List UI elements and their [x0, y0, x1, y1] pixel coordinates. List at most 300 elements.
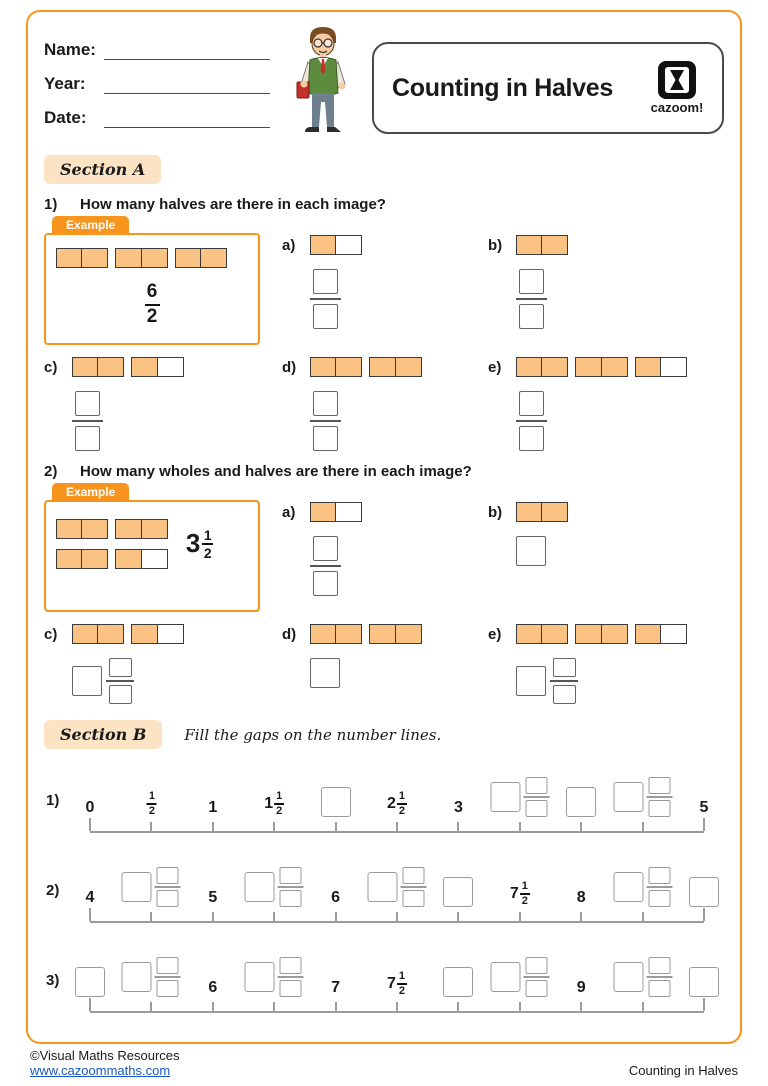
- numerator-answer-box[interactable]: [525, 957, 547, 974]
- half-bar: [56, 549, 108, 569]
- field-year: [44, 74, 292, 94]
- header-fields: [44, 26, 292, 142]
- bar-row: [516, 502, 568, 522]
- tick-mark: [580, 1002, 582, 1011]
- tick-mark: [396, 822, 398, 831]
- answer-box[interactable]: [75, 967, 105, 997]
- half-bar: [115, 519, 167, 539]
- half-cell-filled: [541, 357, 568, 377]
- half-bar: [72, 357, 124, 377]
- half-cell-empty: [141, 549, 168, 569]
- whole-answer-box[interactable]: [122, 872, 152, 902]
- denominator-answer-box[interactable]: [280, 980, 302, 997]
- numline-number: 1): [46, 792, 60, 809]
- numerator: 1: [398, 970, 406, 983]
- item-answer: [72, 658, 282, 704]
- half-cell-filled: [81, 549, 108, 569]
- teacher-illustration: [292, 26, 354, 149]
- mixed-answer-box: [122, 867, 181, 907]
- answer-box[interactable]: [443, 967, 473, 997]
- denominator-answer-box[interactable]: [109, 685, 132, 704]
- numline-number: 2): [46, 882, 60, 899]
- tick-mark: [335, 1002, 337, 1011]
- half-bar: [131, 357, 183, 377]
- numline-label: [208, 889, 217, 907]
- item-answer: [72, 391, 282, 451]
- question-2: [44, 463, 724, 704]
- numline-value: 8: [576, 889, 586, 906]
- numline-value: 1: [208, 799, 218, 816]
- field-input-line[interactable]: [104, 126, 270, 128]
- half-cell-filled: [72, 357, 99, 377]
- numline-label: [75, 967, 105, 997]
- half-bar: [115, 549, 167, 569]
- fraction-answer: [401, 867, 427, 907]
- number-line-2: [44, 865, 718, 929]
- numerator-answer-box[interactable]: [553, 658, 576, 677]
- item-answer: [516, 658, 724, 704]
- numline-value: 6: [331, 889, 341, 906]
- item-label: a): [282, 236, 296, 254]
- tick-mark: [703, 818, 705, 831]
- half-cell-empty: [335, 235, 362, 255]
- whole-number: 3: [185, 528, 201, 559]
- bar-row: [56, 248, 248, 268]
- half-cell-filled: [395, 624, 422, 644]
- denominator-answer-box[interactable]: [313, 426, 338, 451]
- tick-mark: [519, 822, 521, 831]
- half-cell-filled: [516, 357, 543, 377]
- fraction-line: [72, 420, 103, 422]
- half-cell-filled: [541, 624, 568, 644]
- answer-box[interactable]: [689, 967, 719, 997]
- numerator-answer-box[interactable]: [403, 867, 425, 884]
- fraction-line: [516, 298, 547, 300]
- half-cell-empty: [157, 357, 184, 377]
- half-cell-filled: [115, 519, 142, 539]
- denominator-answer-box[interactable]: [157, 890, 179, 907]
- half-cell-filled: [310, 357, 337, 377]
- answer-box[interactable]: [443, 877, 473, 907]
- half-cell-filled: [131, 624, 158, 644]
- fraction-line: [310, 298, 341, 300]
- tick-mark: [89, 998, 91, 1011]
- example-answer: [56, 282, 248, 328]
- question-1-item-a: [282, 233, 488, 345]
- numline-label: [566, 787, 596, 817]
- cazoom-logo-text: cazoom!: [650, 100, 704, 115]
- mixed-answer-box: [368, 867, 427, 907]
- denominator-answer-box[interactable]: [648, 980, 670, 997]
- denominator-answer-box[interactable]: [519, 426, 544, 451]
- fraction-line: [278, 976, 304, 978]
- answer-box[interactable]: [566, 787, 596, 817]
- tick-mark: [150, 912, 152, 921]
- whole-answer-box[interactable]: [310, 658, 340, 688]
- half-cell-filled: [369, 624, 396, 644]
- whole-answer-box[interactable]: [245, 872, 275, 902]
- half-cell-filled: [97, 624, 124, 644]
- fraction-line: [155, 976, 181, 978]
- item-label: e): [488, 625, 502, 643]
- number-line-3: [44, 955, 718, 1019]
- whole-answer-box[interactable]: [122, 962, 152, 992]
- item-label: c): [44, 358, 58, 376]
- numline-fraction-value: [387, 791, 407, 817]
- number-line-track: [90, 1011, 704, 1013]
- question-2-item-c: [44, 622, 282, 704]
- question-1: [44, 196, 724, 451]
- credit-text: ©Visual Maths Resources: [30, 1048, 180, 1063]
- page-title: Counting in Halves: [392, 73, 614, 102]
- item-label: d): [282, 358, 297, 376]
- denominator-answer-box[interactable]: [157, 980, 179, 997]
- numerator-answer-box[interactable]: [157, 957, 179, 974]
- fraction-line: [310, 565, 341, 567]
- denominator-answer-box[interactable]: [280, 890, 302, 907]
- teacher-icon: [292, 26, 354, 144]
- denominator: 2: [398, 985, 406, 997]
- tick-mark: [212, 1002, 214, 1011]
- website-link[interactable]: www.cazoommaths.com: [30, 1063, 171, 1078]
- half-cell-filled: [56, 248, 83, 268]
- half-bar: [56, 519, 108, 539]
- whole-answer-box[interactable]: [490, 962, 520, 992]
- numline-fraction-value: [146, 791, 157, 817]
- numline-label: [86, 799, 95, 817]
- half-cell-filled: [141, 519, 168, 539]
- numline-fraction-value: [510, 881, 530, 907]
- numline-value: 0: [85, 799, 95, 816]
- bar-row: [516, 357, 687, 377]
- half-cell-filled: [81, 248, 108, 268]
- half-cell-filled: [601, 357, 628, 377]
- whole-answer-box[interactable]: [516, 536, 546, 566]
- number-line-track: [90, 921, 704, 923]
- fraction-answer: [646, 777, 672, 817]
- header: [44, 26, 724, 149]
- tick-mark: [396, 912, 398, 921]
- half-cell-filled: [516, 502, 543, 522]
- number-line-1: [44, 775, 718, 839]
- denominator-answer-box[interactable]: [648, 800, 670, 817]
- numline-label: [613, 867, 672, 907]
- half-bar: [369, 357, 421, 377]
- fraction-line: [278, 886, 304, 888]
- numline-label: [331, 979, 340, 997]
- whole-answer-box[interactable]: [613, 782, 643, 812]
- tick-mark: [580, 822, 582, 831]
- item-answer: [516, 536, 724, 566]
- question-1-item-e: [488, 355, 724, 451]
- numline-label: [208, 799, 217, 817]
- whole-answer-box[interactable]: [613, 962, 643, 992]
- half-cell-filled: [516, 624, 543, 644]
- field-input-line[interactable]: [104, 92, 270, 94]
- denominator: 2: [521, 895, 528, 907]
- example-bars: [56, 519, 168, 569]
- item-answer: [310, 536, 488, 596]
- half-bar: [310, 624, 362, 644]
- field-label: Name:: [44, 40, 96, 59]
- item-image: [44, 357, 282, 377]
- bar-row: [310, 357, 422, 377]
- numerator: 1: [398, 790, 406, 803]
- whole-answer-box[interactable]: [368, 872, 398, 902]
- numline-label: [443, 967, 473, 997]
- bar-row: [72, 357, 184, 377]
- fraction-line: [646, 886, 672, 888]
- half-cell-filled: [141, 248, 168, 268]
- numline-label: [245, 957, 304, 997]
- half-cell-empty: [660, 624, 687, 644]
- tick-mark: [273, 912, 275, 921]
- numerator-answer-box[interactable]: [313, 269, 338, 294]
- denominator: 2: [148, 805, 155, 817]
- number-line-track: [90, 831, 704, 833]
- whole-number: 7: [509, 885, 519, 903]
- fraction-answer: [155, 867, 181, 907]
- numline-value: 5: [699, 799, 709, 816]
- tick-mark: [519, 912, 521, 921]
- item-image: [282, 624, 488, 644]
- numline-value: 4: [85, 889, 95, 906]
- example-answer-value: [145, 282, 160, 328]
- numerator-answer-box[interactable]: [648, 957, 670, 974]
- half-cell-filled: [310, 502, 337, 522]
- half-cell-filled: [115, 549, 142, 569]
- numline-value: 3: [453, 799, 463, 816]
- whole-number: 7: [387, 975, 396, 993]
- item-label: e): [488, 358, 502, 376]
- tick-mark: [396, 1002, 398, 1011]
- tick-mark: [273, 822, 275, 831]
- denominator-answer-box[interactable]: [519, 304, 544, 329]
- mixed-number-answer: [72, 658, 282, 704]
- example-box-q2: [44, 485, 260, 612]
- tick-mark: [703, 908, 705, 921]
- half-cell-filled: [200, 248, 227, 268]
- fraction-answer: [646, 957, 672, 997]
- numerator: 1: [276, 790, 283, 803]
- half-bar: [131, 624, 183, 644]
- numerator-answer-box[interactable]: [109, 658, 132, 677]
- half-bar: [575, 357, 627, 377]
- numline-label: [613, 957, 672, 997]
- numline-label: [490, 957, 549, 997]
- numerator-answer-box[interactable]: [75, 391, 100, 416]
- numline-area: [90, 955, 704, 1019]
- denominator-answer-box[interactable]: [648, 890, 670, 907]
- mixed-answer-box: [613, 777, 672, 817]
- denominator: 2: [398, 805, 406, 817]
- tick-mark: [335, 912, 337, 921]
- field-date: [44, 108, 292, 128]
- tick-mark: [457, 822, 459, 831]
- half-cell-empty: [335, 502, 362, 522]
- number-lines: [44, 775, 724, 1019]
- denominator-answer-box[interactable]: [525, 800, 547, 817]
- tick-mark: [642, 1002, 644, 1011]
- half-cell-filled: [335, 357, 362, 377]
- bar-row: [56, 519, 168, 539]
- half-cell-filled: [131, 357, 158, 377]
- example-tab: Example: [52, 216, 129, 235]
- numerator-answer-box[interactable]: [313, 536, 338, 561]
- fraction: [274, 791, 284, 817]
- example-box-q1: [44, 218, 260, 345]
- mixed-answer-box: [490, 957, 549, 997]
- bar-row: [516, 624, 687, 644]
- numerator-answer-box[interactable]: [525, 777, 547, 794]
- fraction-answer: [550, 658, 578, 704]
- tick-mark: [703, 998, 705, 1011]
- section-b-label: Section B: [44, 720, 162, 749]
- question-text: How many wholes and halves are there in each image?: [80, 463, 472, 480]
- half-cell-filled: [81, 519, 108, 539]
- tick-mark: [150, 822, 152, 831]
- item-answer: [516, 269, 724, 329]
- numline-value: 5: [208, 889, 218, 906]
- numline-value: 6: [208, 979, 218, 996]
- mixed-answer-box: [122, 957, 181, 997]
- fraction-line: [516, 420, 547, 422]
- tick-mark: [273, 1002, 275, 1011]
- numline-label: [510, 881, 530, 907]
- denominator: 2: [146, 306, 158, 328]
- half-bar: [115, 248, 167, 268]
- fraction-line: [155, 886, 181, 888]
- tick-mark: [642, 822, 644, 831]
- half-cell-filled: [635, 624, 662, 644]
- numerator: 1: [203, 526, 212, 543]
- numline-number: 3): [46, 972, 60, 989]
- numline-area: [85, 775, 709, 839]
- whole-answer-box[interactable]: [245, 962, 275, 992]
- numline-label: [613, 777, 672, 817]
- fraction: [520, 881, 530, 907]
- item-image: [488, 502, 724, 522]
- tick-mark: [212, 912, 214, 921]
- numline-label: [577, 889, 586, 907]
- item-label: c): [44, 625, 58, 643]
- fraction-answer: [106, 658, 134, 704]
- numerator-answer-box[interactable]: [519, 391, 544, 416]
- half-bar: [369, 624, 421, 644]
- numline-label: [146, 791, 157, 817]
- half-cell-filled: [175, 248, 202, 268]
- bar-row: [516, 235, 568, 255]
- numerator-answer-box[interactable]: [648, 867, 670, 884]
- numline-fraction-value: [264, 791, 284, 817]
- whole-answer-box[interactable]: [516, 666, 546, 696]
- tick-mark: [457, 1002, 459, 1011]
- mixed-answer-box: [613, 957, 672, 997]
- half-bar: [310, 357, 362, 377]
- item-label: a): [282, 503, 296, 521]
- fraction-answer: [278, 957, 304, 997]
- bar-row: [56, 549, 168, 569]
- question-2-item-a: [282, 500, 488, 612]
- whole-answer-box[interactable]: [490, 782, 520, 812]
- denominator-answer-box[interactable]: [403, 890, 425, 907]
- fraction-answer: [516, 391, 547, 451]
- bar-row: [310, 235, 362, 255]
- tick-mark: [150, 1002, 152, 1011]
- item-image: [282, 357, 488, 377]
- fraction-answer: [72, 391, 103, 451]
- denominator-answer-box[interactable]: [553, 685, 576, 704]
- numline-label: [368, 867, 427, 907]
- denominator-answer-box[interactable]: [313, 571, 338, 596]
- half-cell-filled: [395, 357, 422, 377]
- item-image: [44, 624, 282, 644]
- example-answer-value: [186, 528, 213, 561]
- section-b-instruction: Fill the gaps on the number lines.: [184, 725, 442, 744]
- fraction: [397, 971, 407, 997]
- question-1-item-d: [282, 355, 488, 451]
- fraction-answer: [310, 391, 341, 451]
- half-cell-filled: [601, 624, 628, 644]
- question-number: 2): [44, 463, 58, 480]
- half-cell-empty: [157, 624, 184, 644]
- mixed-answer-box: [490, 777, 549, 817]
- tick-mark: [89, 908, 91, 921]
- numerator-answer-box[interactable]: [519, 269, 544, 294]
- numline-label: [208, 979, 217, 997]
- whole-answer-box[interactable]: [72, 666, 102, 696]
- half-bar: [635, 624, 687, 644]
- numerator-answer-box[interactable]: [313, 391, 338, 416]
- fraction-line: [646, 976, 672, 978]
- numerator-answer-box[interactable]: [157, 867, 179, 884]
- half-bar: [516, 357, 568, 377]
- question-1-item-b: [488, 233, 724, 345]
- half-cell-filled: [575, 624, 602, 644]
- numline-label: [245, 867, 304, 907]
- denominator-answer-box[interactable]: [75, 426, 100, 451]
- numline-label: [122, 957, 181, 997]
- question-2-item-b: [488, 500, 724, 612]
- whole-answer-box[interactable]: [613, 872, 643, 902]
- item-answer: [310, 391, 488, 451]
- worksheet-frame: [26, 10, 742, 1044]
- fraction-answer: [310, 269, 341, 329]
- fraction-line: [401, 886, 427, 888]
- question-1-item-c: [44, 355, 282, 451]
- numline-fraction-value: [387, 971, 407, 997]
- question-2-item-d: [282, 622, 488, 704]
- numerator-answer-box[interactable]: [280, 867, 302, 884]
- denominator-answer-box[interactable]: [313, 304, 338, 329]
- bar-row: [310, 502, 362, 522]
- answer-box[interactable]: [689, 877, 719, 907]
- field-label: Year:: [44, 74, 86, 93]
- fraction-answer: [523, 957, 549, 997]
- denominator: 2: [203, 545, 212, 562]
- half-cell-filled: [635, 357, 662, 377]
- denominator-answer-box[interactable]: [525, 980, 547, 997]
- fraction-line: [550, 680, 578, 682]
- half-cell-filled: [56, 549, 83, 569]
- whole-number: 2: [387, 795, 396, 813]
- half-cell-filled: [310, 624, 337, 644]
- field-input-line[interactable]: [104, 58, 270, 60]
- answer-box[interactable]: [321, 787, 351, 817]
- numerator-answer-box[interactable]: [280, 957, 302, 974]
- numerator-answer-box[interactable]: [648, 777, 670, 794]
- half-bar: [56, 248, 108, 268]
